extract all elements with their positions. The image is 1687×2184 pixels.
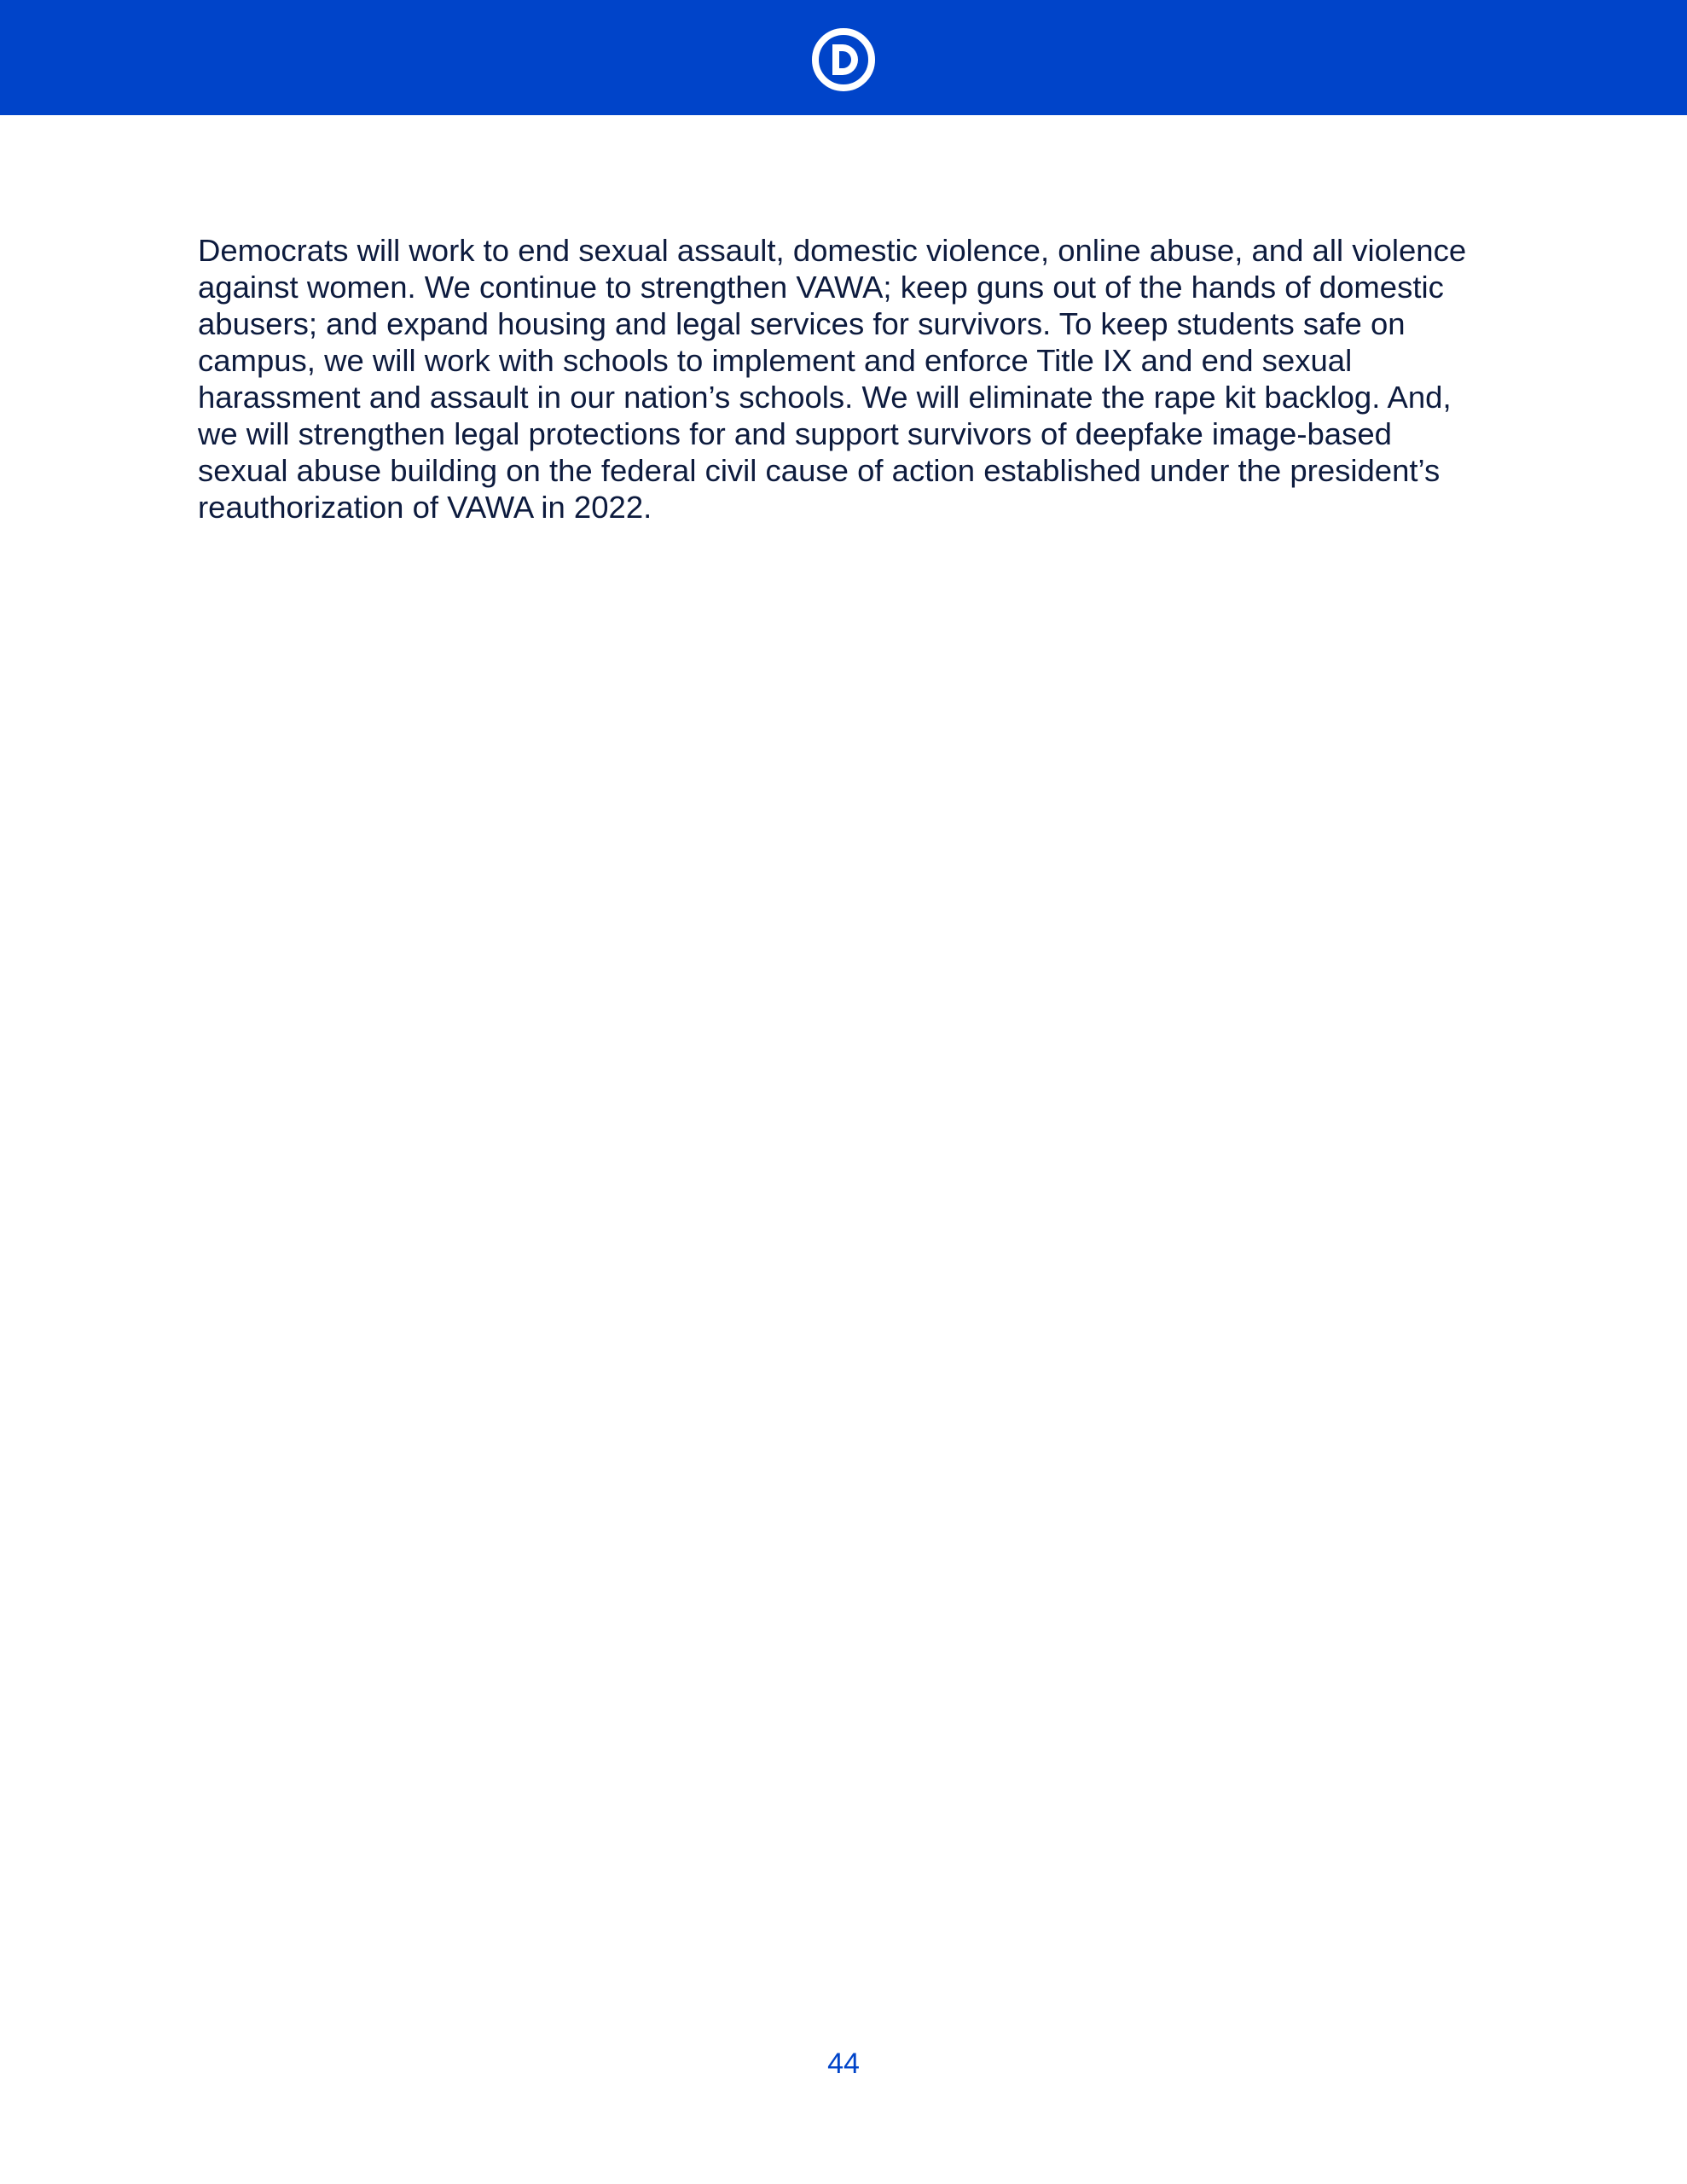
body-paragraph: Democrats will work to end sexual assault, domestic violence, online abuse, and all violence against women. We continue to strengthen VAWA; keep guns out of the hands of domestic abusers; and expand housing and legal services for survivors. To keep students safe on campus, we will work with schools to implement and enforce Title IX and end sexual harassment and assault in our nation’s schools. We will eliminate the rape kit backlog. And, we will strengthen legal protections for and support survivors of deepfake image-based sexual abuse building on the federal civil cause of action established under the president’s reauthorization of VAWA in 2022. — [198, 233, 1467, 525]
d-logo-icon — [811, 27, 876, 92]
page-number: 44 — [827, 2048, 860, 2080]
header-band — [0, 0, 1687, 115]
